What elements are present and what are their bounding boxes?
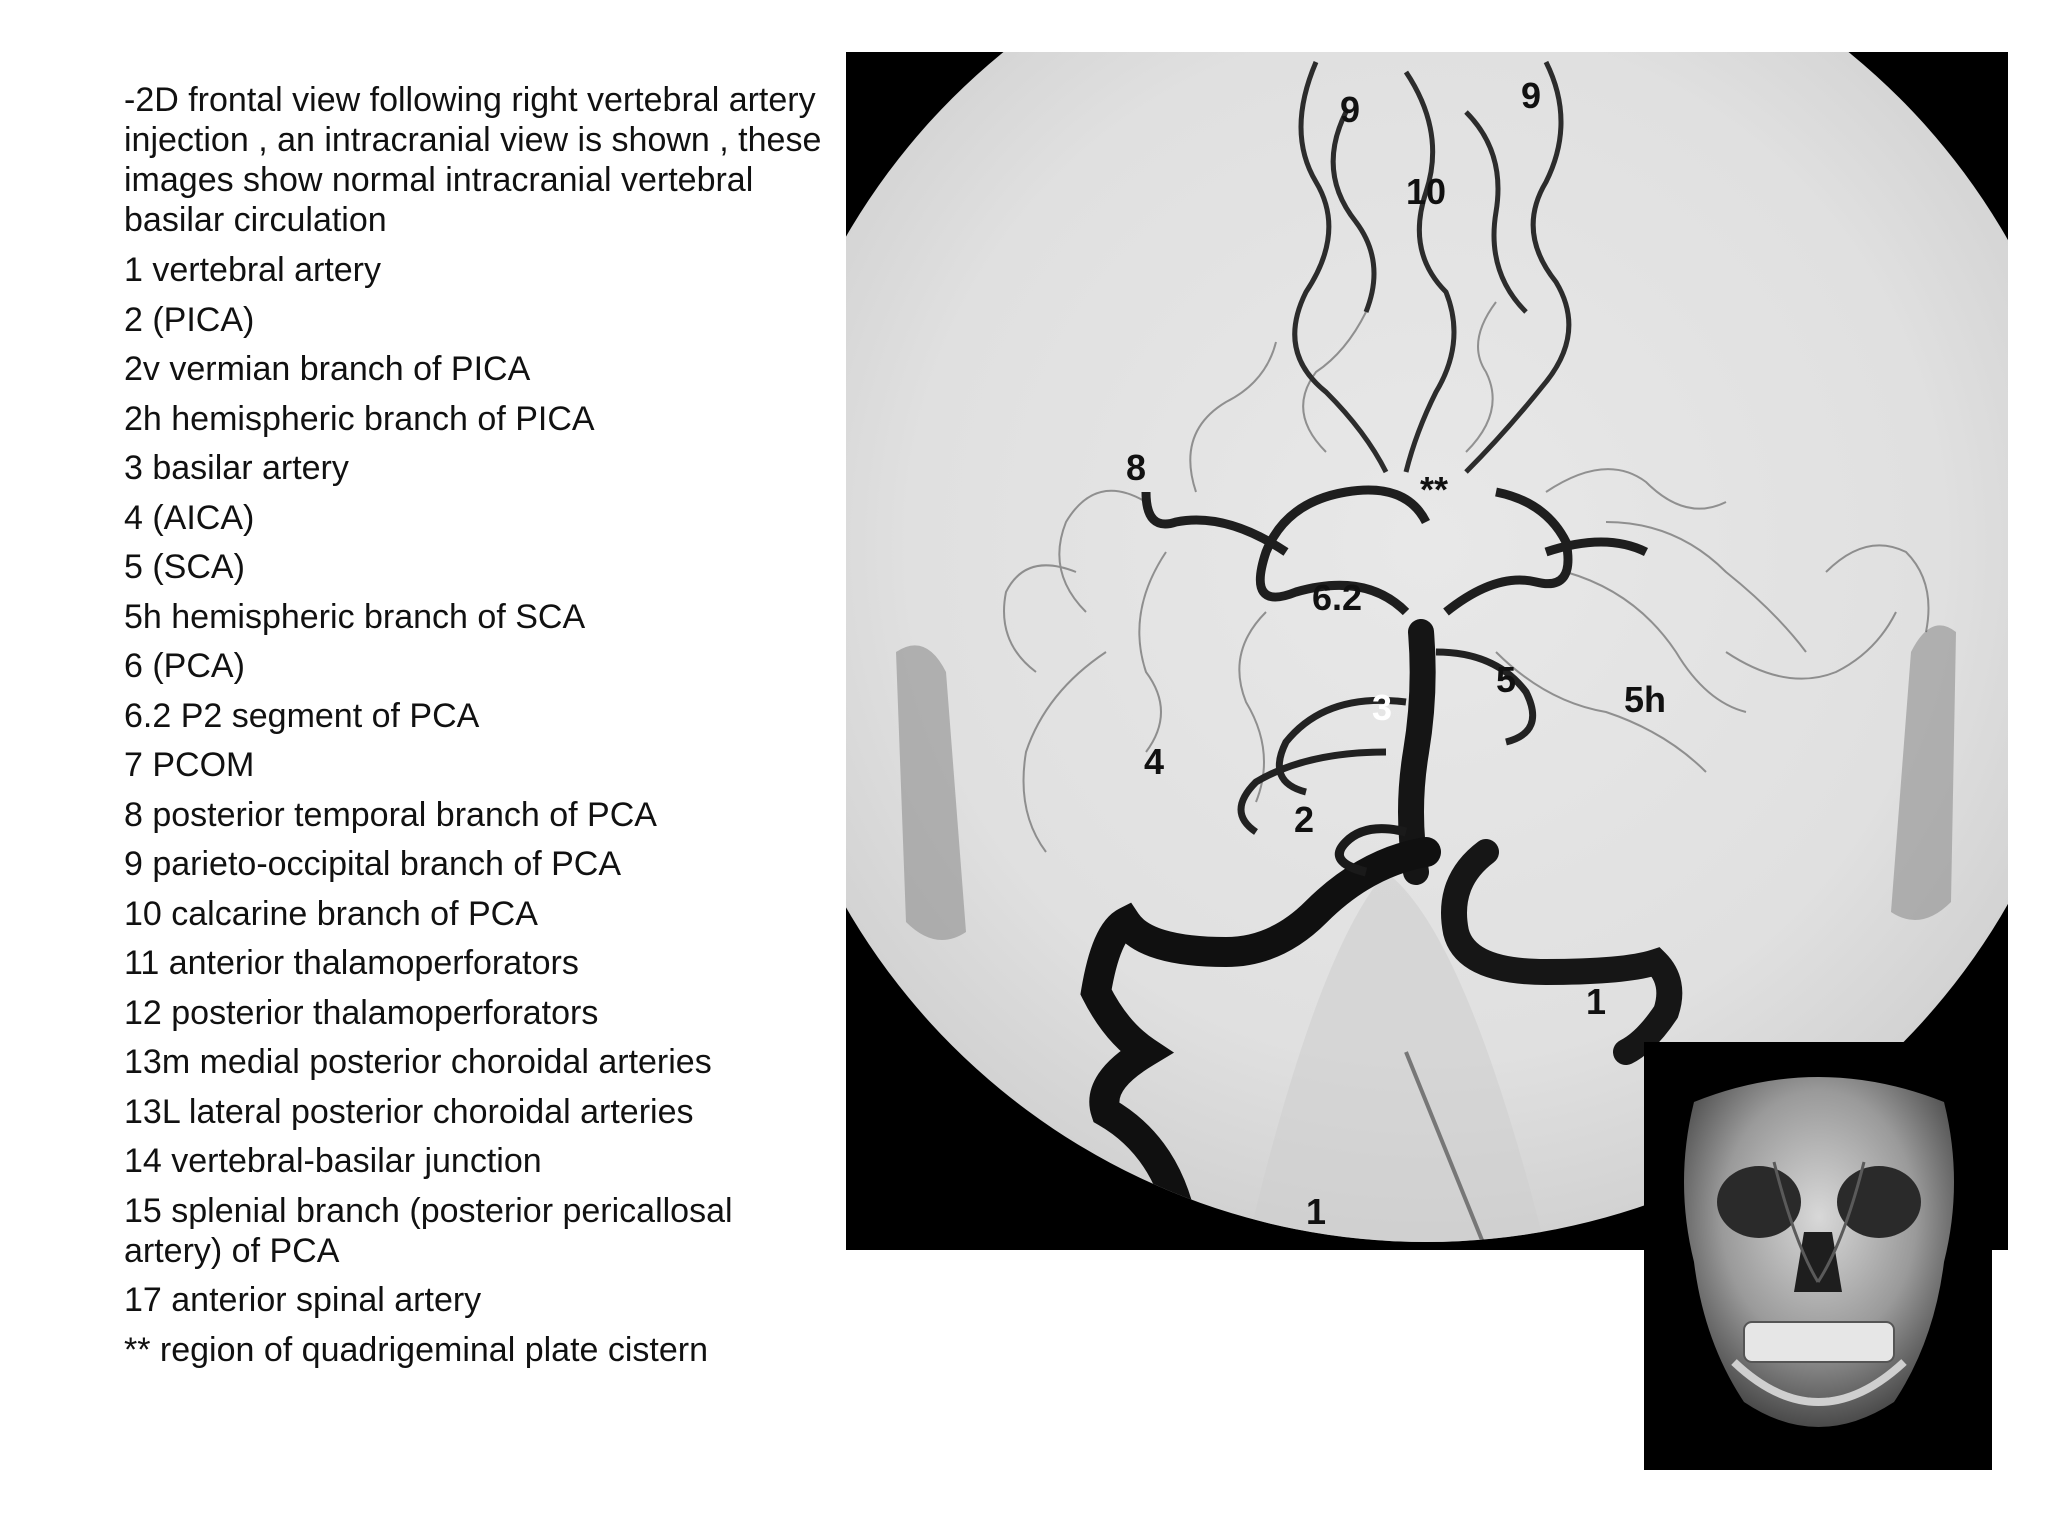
legend-item: 6.2 P2 segment of PCA (124, 696, 480, 735)
label-1-right: 1 (1306, 1191, 1327, 1232)
right-orbit (1837, 1166, 1921, 1238)
legend-item: 4 (AICA) (124, 498, 255, 537)
legend-item: 11 anterior thalamoperforators (124, 944, 579, 982)
legend-item: 1 vertebral artery (124, 251, 381, 289)
legend-item: 2h hemispheric branch of PICA (124, 399, 595, 438)
legend-item: 10 calcarine branch of PCA (124, 894, 538, 933)
label-6-2: 6.2 (1312, 577, 1363, 618)
legend-item: 9 parieto-occipital branch of PCA (124, 845, 622, 883)
label-3: 3 (1372, 687, 1393, 728)
legend-item: 17 anterior spinal artery (124, 1281, 482, 1319)
label-10: 10 (1406, 171, 1447, 212)
legend-item: 2v vermian branch of PICA (124, 350, 531, 388)
legend-item: 5h hemispheric branch of SCA (124, 597, 586, 636)
legend-item: 3 basilar artery (124, 449, 349, 487)
legend-item: 13m medial posterior choroidal arteries (124, 1043, 712, 1081)
legend-item: 14 vertebral-basilar junction (124, 1142, 542, 1180)
label-9-right: 9 (1521, 75, 1542, 116)
teeth (1744, 1322, 1894, 1362)
legend-item: ** region of quadrigeminal plate cistern (124, 1330, 709, 1369)
caption-text (124, 80, 824, 1379)
skull-3d-inset (1644, 1042, 1992, 1470)
legend-item: 2 (PICA) (124, 300, 255, 339)
legend-item: 13L lateral posterior choroidal arteries (124, 1092, 694, 1131)
legend-item: 15 splenial branch (posterior pericallosal artery) of PCA (124, 1191, 733, 1270)
label-1-left: 1 (1586, 981, 1607, 1022)
label-5h: 5h (1624, 679, 1667, 720)
label-9-left: 9 (1340, 89, 1361, 130)
legend-item: 5 (SCA) (124, 548, 245, 586)
label-2: 2 (1294, 799, 1315, 840)
label-8: 8 (1126, 447, 1147, 488)
label-5: 5 (1496, 659, 1517, 700)
legend-list (124, 250, 824, 1370)
legend-item: 6 (PCA) (124, 647, 245, 685)
label-quadrigeminal: ** (1420, 469, 1449, 510)
caption-intro: -2D frontal view following right vertebral artery injection , an intracranial view is shown , these images show normal intracranial vertebral basilar circulation (124, 81, 822, 239)
left-orbit (1717, 1166, 1801, 1238)
legend-item: 8 posterior temporal branch of PCA (124, 795, 657, 834)
legend-item: 12 posterior thalamoperforators (124, 993, 599, 1032)
label-4: 4 (1144, 741, 1165, 782)
basilar-artery (1411, 632, 1423, 872)
legend-item: 7 PCOM (124, 746, 255, 784)
